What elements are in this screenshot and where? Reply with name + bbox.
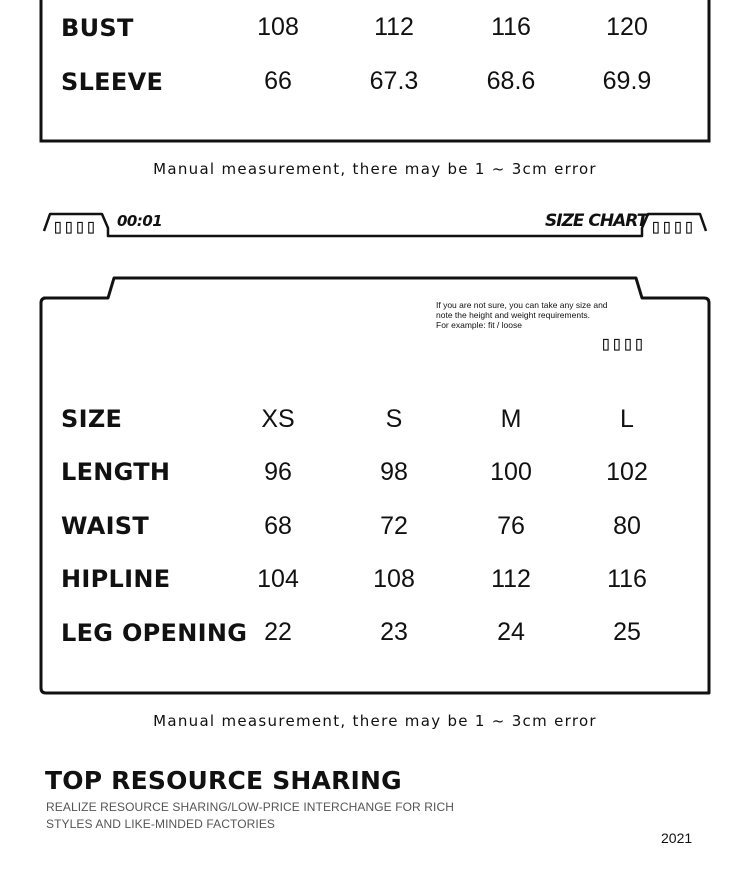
- leg-opening-m: 24: [497, 618, 525, 646]
- divider-time: 00:01: [117, 212, 163, 230]
- divider-right-boxes-icon: ▯▯▯▯: [650, 214, 695, 238]
- row-label-sleeve: SLEEVE: [61, 68, 164, 96]
- length-s: 98: [380, 458, 408, 486]
- waist-s: 72: [380, 512, 408, 540]
- hipline-xs: 104: [257, 565, 299, 593]
- header-label-size: SIZE: [61, 405, 123, 433]
- row-label-length: LENGTH: [61, 458, 171, 486]
- sleeve-s: 67.3: [369, 67, 419, 95]
- footer-year: 2021: [661, 830, 693, 846]
- row-label-waist: WAIST: [61, 512, 150, 540]
- row-label-bust: BUST: [61, 14, 134, 42]
- row-label-hipline: HIPLINE: [61, 565, 171, 593]
- footer-subtitle-line-1: REALIZE RESOURCE SHARING/LOW-PRICE INTERCHANGE FOR RICH: [46, 800, 454, 814]
- size-help-line-3: For example: fit / loose: [436, 320, 522, 330]
- measurement-note-top: Manual measurement, there may be 1 ~ 3cm error: [153, 160, 597, 178]
- waist-xs: 68: [264, 512, 292, 540]
- header-s: S: [385, 405, 403, 433]
- size-help-text: [436, 300, 636, 330]
- hipline-m: 112: [491, 565, 531, 593]
- leg-opening-l: 25: [613, 618, 641, 646]
- bust-l: 120: [606, 13, 648, 41]
- footer-subtitle-line-2: STYLES AND LIKE-MINDED FACTORIES: [46, 817, 276, 831]
- length-l: 102: [606, 458, 648, 486]
- length-xs: 96: [264, 458, 292, 486]
- leg-opening-xs: 22: [264, 618, 292, 646]
- size-help-line-1: If you are not sure, you can take any size and: [436, 300, 608, 310]
- main-table-boxes-icon: ▯▯▯▯: [600, 331, 645, 355]
- waist-m: 76: [497, 512, 525, 540]
- bust-m: 116: [491, 13, 531, 41]
- divider-left-boxes-icon: ▯▯▯▯: [52, 214, 97, 238]
- bust-s: 112: [374, 13, 414, 41]
- header-l: L: [620, 405, 634, 433]
- measurement-note-bottom: Manual measurement, there may be 1 ~ 3cm error: [153, 712, 597, 730]
- size-help-line-2: note the height and weight requirements.: [436, 310, 591, 320]
- hipline-s: 108: [373, 565, 415, 593]
- hipline-l: 116: [607, 565, 647, 593]
- header-xs: XS: [261, 405, 295, 433]
- sleeve-l: 69.9: [602, 67, 652, 95]
- length-m: 100: [490, 458, 532, 486]
- divider-title: SIZE CHART: [545, 211, 648, 231]
- footer-title: TOP RESOURCE SHARING: [45, 766, 402, 795]
- leg-opening-s: 23: [380, 618, 408, 646]
- sleeve-m: 68.6: [486, 67, 536, 95]
- sleeve-xs: 66: [264, 67, 292, 95]
- header-m: M: [500, 405, 522, 433]
- bust-xs: 108: [257, 13, 299, 41]
- row-label-leg-opening: LEG OPENING: [61, 619, 248, 647]
- waist-l: 80: [613, 512, 641, 540]
